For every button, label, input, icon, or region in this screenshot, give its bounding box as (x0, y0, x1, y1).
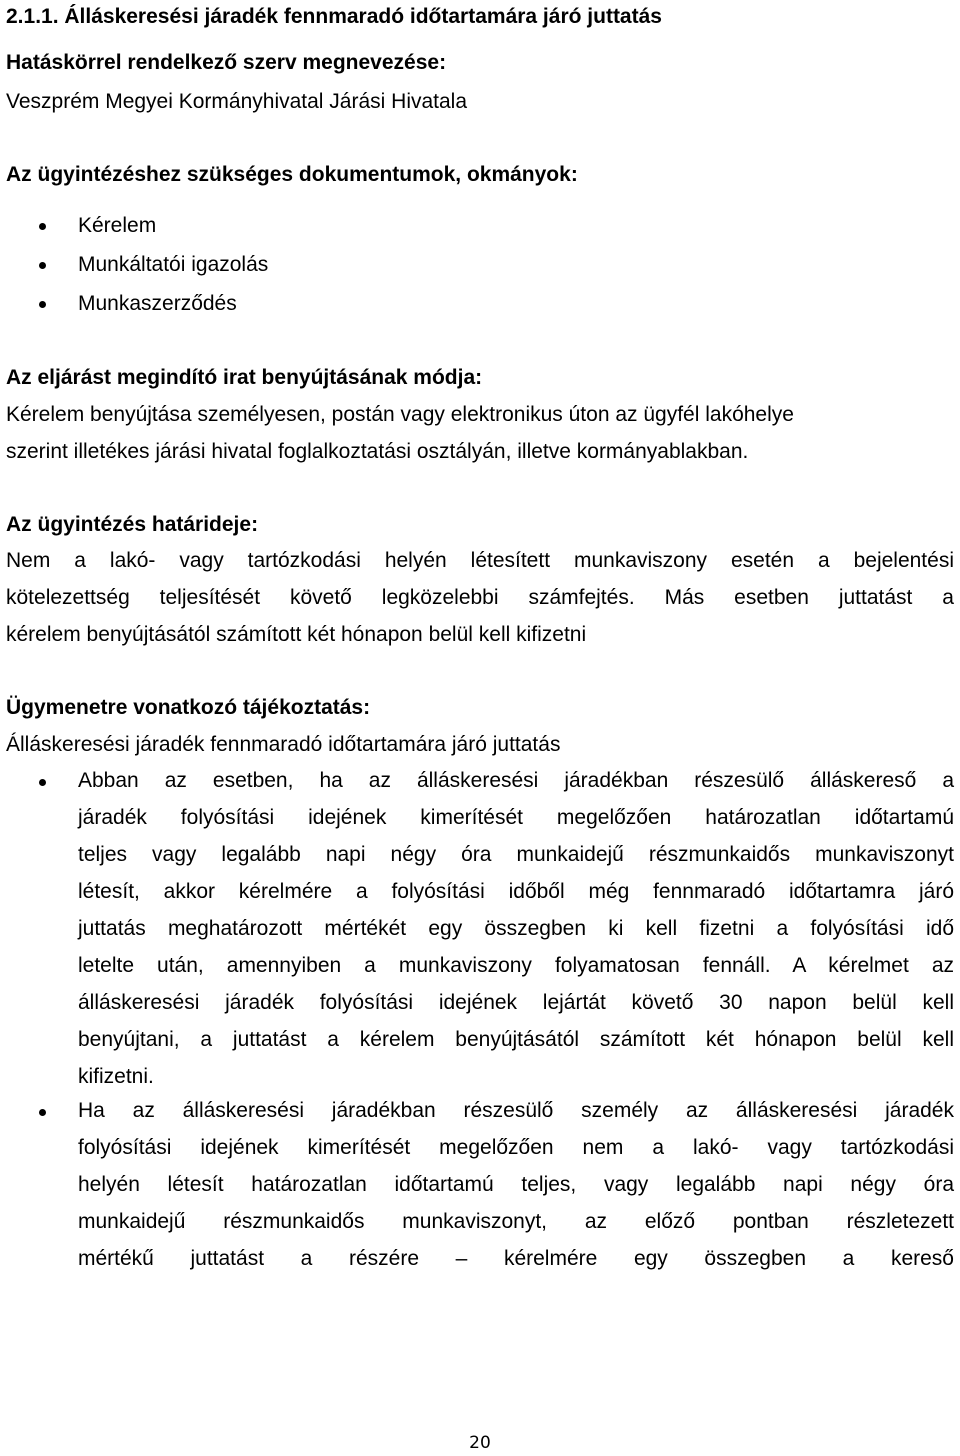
submission-heading: Az eljárást megindító irat benyújtásának módja: (6, 366, 483, 389)
bullet-1-line: járadék folyósítási idejének kimerítését megelőzően határozatlan időtartamú (78, 806, 954, 829)
documents-heading: Az ügyintézéshez szükséges dokumentumok, okmányok: (6, 163, 578, 186)
submission-line: Kérelem benyújtása személyesen, postán vagy elektronikus úton az ügyfél lakóhelye (6, 403, 794, 426)
list-item-label: Munkaszerződés (78, 292, 237, 315)
process-heading: Ügymenetre vonatkozó tájékoztatás: (6, 696, 371, 719)
bullet-2-line: munkaidejű részmunkaidős munkaviszonyt, az előző pontban részletezett (78, 1210, 954, 1233)
bullet-1-line: teljes vagy legalább napi négy óra munkaidejű részmunkaidős munkaviszonyt (78, 843, 954, 866)
bullet-2-line: Ha az álláskeresési járadékban részesülő személy az álláskeresési járadék (78, 1099, 954, 1122)
authority-heading: Hatáskörrel rendelkező szerv megnevezése: (6, 51, 447, 74)
authority-value: Veszprém Megyei Kormányhivatal Járási Hivatala (6, 90, 468, 113)
bullet-1-line: Abban az esetben, ha az álláskeresési járadékban részesülő álláskereső a (78, 769, 954, 792)
submission-line: szerint illetékes járási hivatal foglalkoztatási osztályán, illetve kormányablakban. (6, 440, 749, 463)
bullet-2-line: mértékű juttatást a részére – kérelmére egy összegben a kereső (78, 1247, 954, 1270)
bullet-dot-icon (39, 223, 46, 230)
deadline-line: Nem a lakó- vagy tartózkodási helyén létesített munkaviszony esetén a bejelentési (6, 549, 954, 572)
bullet-1-line: juttatás meghatározott mértékét egy összegben ki kell fizetni a folyósítási idő (78, 917, 954, 940)
deadline-line: kötelezettség teljesítését követő legközelebbi számfejtés. Más esetben juttatást a (6, 586, 954, 609)
process-subtitle: Álláskeresési járadék fennmaradó időtartamára járó juttatás (6, 733, 561, 756)
deadline-heading: Az ügyintézés határideje: (6, 513, 259, 536)
bullet-dot-icon (39, 779, 46, 786)
bullet-dot-icon (39, 301, 46, 308)
bullet-1-line: kifizetni. (78, 1065, 154, 1088)
page-number: 20 (469, 1433, 491, 1453)
list-item-label: Munkáltatói igazolás (78, 253, 269, 276)
list-item-label: Kérelem (78, 214, 157, 237)
bullet-2-line: helyén létesít határozatlan időtartamú teljes, vagy legalább napi négy óra (78, 1173, 954, 1196)
deadline-line: kérelem benyújtásától számított két hónapon belül kell kifizetni (6, 623, 587, 646)
bullet-1-line: benyújtani, a juttatást a kérelem benyújtásától számított két hónapon belül kell (78, 1028, 954, 1051)
bullet-dot-icon (39, 1109, 46, 1116)
bullet-dot-icon (39, 262, 46, 269)
bullet-1-line: letelte után, amennyiben a munkaviszony folyamatosan fennáll. A kérelmet az (78, 954, 954, 977)
section-title: 2.1.1. Álláskeresési járadék fennmaradó időtartamára járó juttatás (6, 5, 662, 28)
bullet-1-line: álláskeresési járadék folyósítási idejének lejártát követő 30 napon belül kell (78, 991, 954, 1014)
bullet-2-line: folyósítási idejének kimerítését megelőzően nem a lakó- vagy tartózkodási (78, 1136, 954, 1159)
bullet-1-line: létesít, akkor kérelmére a folyósítási időből még fennmaradó időtartamra járó (78, 880, 954, 903)
